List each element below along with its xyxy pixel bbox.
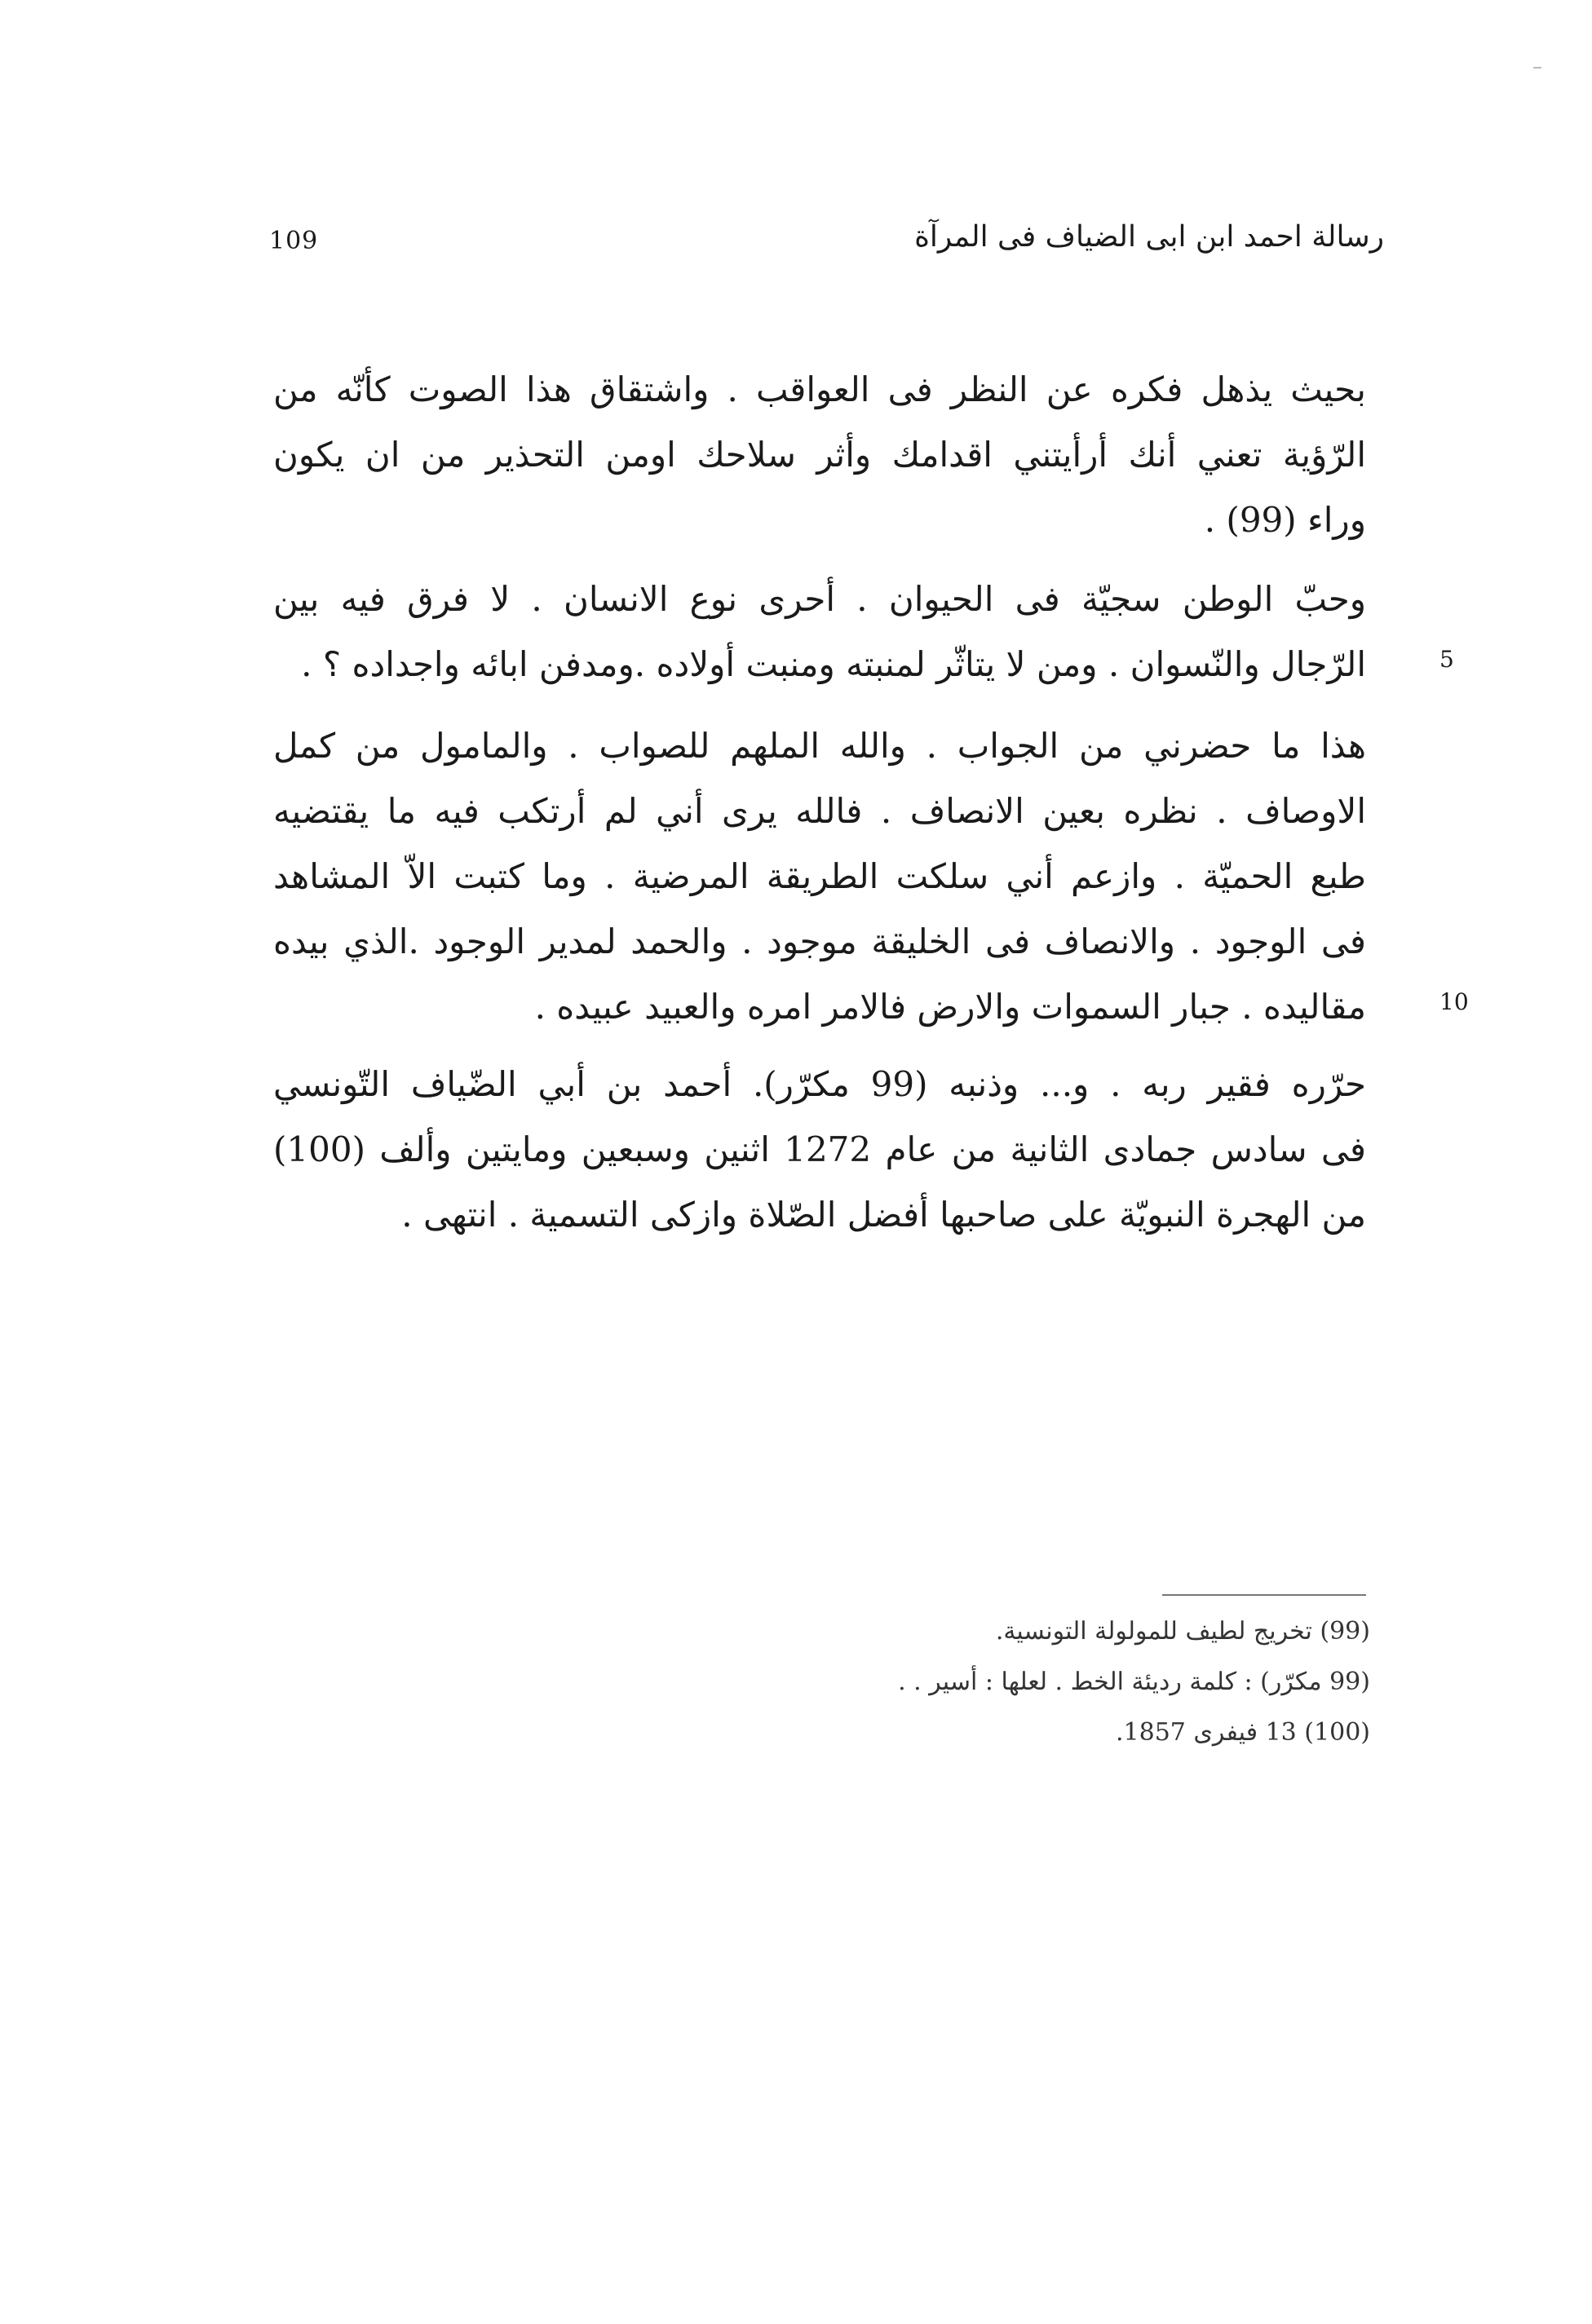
page-number: 109 [269, 227, 319, 255]
footnote-separator [1162, 1594, 1366, 1596]
text-line: حرّره فقير ربه . و... وذنبه (99 مكرّر). أحمد بن أبي الضّياف التّونسي [273, 1064, 1367, 1104]
text-line: وحبّ الوطن سجيّة فى الحيوان . أحرى نوع الانسان . لا فرق فيه بين [273, 579, 1366, 619]
text-line: من الهجرة النبويّة على صاحبها أفضل الصّلاة وازكى التسمية . انتهى . [401, 1195, 1366, 1235]
line-number-marker: 10 [1439, 988, 1469, 1015]
text-line: هذا ما حضرني من الجواب . والله الملهم للصواب . والمامول من كمل [273, 726, 1366, 766]
paragraph-4 [273, 1052, 1366, 1248]
running-title: رسالة احمد ابن ابى الضياف فى المرآة [914, 220, 1384, 254]
text-line: فى الوجود . والانصاف فى الخليقة موجود . والحمد لمدير الوجود .الذي بيده [273, 921, 1366, 961]
text-line: وراء (99) . [1204, 500, 1366, 540]
text-line: بحيث يذهل فكره عن النظر فى العواقب . واشتقاق هذا الصوت كأنّه من [273, 369, 1366, 409]
text-line: الرّجال والنّسوان . ومن لا يتاثّر لمنبته ومنبت أولاده .ومدفن ابائه واجداده ؟ . [301, 644, 1366, 684]
text-line: الرّؤية تعني أنك أرأيتني اقدامك وأثر سلاحك اومن التحذير من ان يكون [273, 435, 1366, 475]
line-number-marker: 5 [1439, 646, 1454, 673]
footnotes [816, 1606, 1370, 1758]
footnote: (99) تخريج لطيف للمولولة التونسية. [995, 1617, 1370, 1646]
paragraph-1 [273, 357, 1366, 553]
scan-speck [1533, 67, 1541, 68]
footnote: (99 مكرّر) : كلمة رديئة الخط . لعلها : أسير . . [898, 1668, 1370, 1696]
text-line: الاوصاف . نظره بعين الانصاف . فالله يرى أني لم أرتكب فيه ما يقتضيه [273, 791, 1367, 831]
text-line: طبع الحميّة . وازعم أني سلكت الطريقة المرضية . وما كتبت الاّ المشاهد [273, 856, 1366, 896]
paragraph-3 [273, 714, 1366, 1040]
text-line: فى سادس جمادى الثانية من عام 1272 اثنين وسبعين ومايتين وألف (100) [273, 1129, 1366, 1169]
text-line: مقاليده . جبار السموات والارض فالامر امره والعبيد عبيده . [534, 987, 1366, 1027]
paragraph-2 [273, 567, 1366, 697]
footnote: (100) 13 فيفرى 1857. [1115, 1718, 1370, 1747]
